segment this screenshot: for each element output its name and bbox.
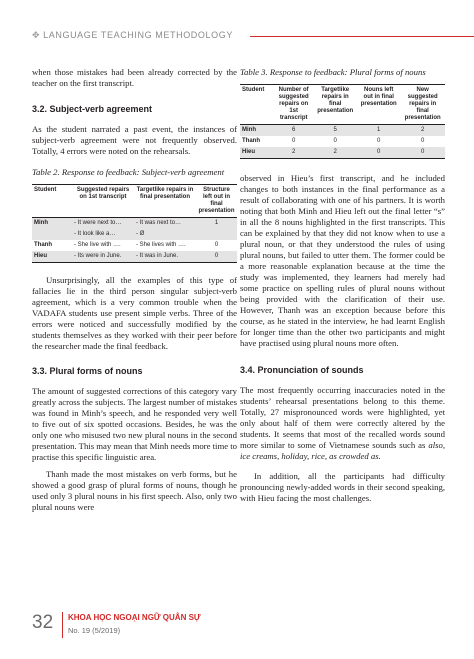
page-number: 32 <box>32 612 54 633</box>
table-cell: - She lives with …. <box>136 242 186 248</box>
table-cell: 0 <box>357 147 400 159</box>
table-3-header: Number of suggested repairs on 1st transcript <box>274 85 313 125</box>
table-3 <box>240 84 445 159</box>
table-2-header: Suggested repairs on 1st transcript <box>72 185 134 218</box>
table-cell: 0 <box>400 147 445 159</box>
right-paragraph-2 <box>240 385 445 462</box>
section-heading-3-4: 3.4. Pronunciation of sounds <box>240 365 364 375</box>
right-paragraph-2-examples: also, ice creams, holiday, rice, as crowded as. <box>240 440 445 461</box>
left-paragraph-3: Unsurprisingly, all the examples of this type of fallacies lie in the third person singular subject-verb agreement, which is a very common trouble when the VADAFA students use present simple verbs. Three of the errors were noticed and successfully modified by the students themselves as they worked with their peer before the researcher made the final feedback. <box>32 275 237 351</box>
diamond-star-icon: ✥ <box>32 30 41 40</box>
table-3-caption: Table 3. Response to feedback: Plural forms of nouns <box>240 67 426 77</box>
left-paragraph-1: when those mistakes had been already corrected by the teacher on the first transcript. <box>32 67 237 88</box>
section-heading-3-2: 3.2. Subject-verb agreement <box>32 104 153 114</box>
left-column <box>32 67 237 513</box>
left-paragraph-5: Thanh made the most mistakes on verb forms, but he showed a good grasp of plural forms of nouns, though he used only 3 plural nouns in his first speech. Also, only two plural nouns were <box>32 469 237 512</box>
table-cell: Thanh <box>34 242 52 248</box>
table-3-header: Nouns left out in final presentation <box>357 85 400 125</box>
journal-issue: No. 19 (5/2019) <box>68 626 121 635</box>
table-cell: 6 <box>274 125 313 137</box>
table-cell: - She live with …. <box>74 242 121 248</box>
table-row <box>32 229 237 240</box>
journal-name: KHOA HỌC NGOẠI NGỮ QUÂN SỰ <box>68 613 201 622</box>
table-cell: 0 <box>333 138 337 144</box>
table-cell <box>32 229 72 240</box>
table-cell: - It were next to… <box>72 218 134 230</box>
section-heading-3-3: 3.3. Plural forms of nouns <box>32 366 143 376</box>
table-row <box>240 136 445 147</box>
right-column <box>240 67 445 504</box>
left-paragraph-4: The amount of suggested corrections of this category vary greatly across the subjects. The largest number of mistakes was found in Minh’s speech, and he responded very well to five out of six spotted occasions. Besides, he was the only one who misused two new plural nouns in the second presentation. This may mean that Minh needs more time to practise this specific linguistic area. <box>32 386 237 462</box>
table-2 <box>32 184 237 263</box>
table-cell: - It was in June. <box>134 251 196 263</box>
table-cell: Minh <box>240 125 274 137</box>
table-3-header: Student <box>240 85 274 125</box>
table-cell: - Its were in June. <box>72 251 134 263</box>
table-2-caption: Table 2. Response to feedback: Subject-verb agreement <box>32 167 225 177</box>
right-paragraph-3: In addition, all the participants had difficulty pronouncing newly-added words in their second speaking, with Hieu facing the most challenges. <box>240 471 445 503</box>
table-cell: - It was next to… <box>134 218 196 230</box>
table-cell: 0 <box>421 138 425 144</box>
table-cell: 2 <box>400 125 445 137</box>
table-cell: Hieu <box>240 147 274 159</box>
table-cell: - It look like a… <box>72 229 134 240</box>
table-row <box>32 218 237 230</box>
right-paragraph-2-text: The most frequently occurring inaccuracies noted in the students’ rehearsal presentations belong to this theme. Totally, 27 mispronounced words were highlighted, yet only about half of them were correctly altered by the students. It seems that most of the recalled words sound more similar to some of Vietnamese sounds such as <box>240 385 445 450</box>
header-rule <box>250 36 474 37</box>
table-cell: 1 <box>357 125 400 137</box>
table-cell <box>196 229 237 240</box>
right-paragraph-1: observed in Hieu’s first transcript, and he included changes to both instances in the final performance as a result of collaborating with one of his partners. It is worth noting that both Minh and Hieu left out the final letter “s” in all the 8 nouns highlighted in the first transcripts. This can be explained by that they did not know when to use a plural noun, or that they understood the rules of using plural nouns, but failed to utter them. The former could be a more reasonable explanation because at the time the study was implemented, they learners had merely had some practice on spelling rules of plural nouns without being provided with the clarification of their use. However, Thanh was an exception because before this course, as he stated in the interview, he had learnt English for longer time than the other two participants and might have practised using plural nouns more often. <box>240 173 445 348</box>
running-header <box>32 30 233 41</box>
table-cell: - Ø <box>134 229 196 240</box>
table-row <box>240 125 445 137</box>
table-2-header: Structure left out in final presentation <box>196 185 237 218</box>
table-2-header: Student <box>32 185 72 218</box>
table-cell: 0 <box>377 138 381 144</box>
table-cell: Thanh <box>242 138 260 144</box>
table-cell: 2 <box>313 147 357 159</box>
table-cell: 0 <box>214 242 219 248</box>
table-cell: 0 <box>196 251 237 263</box>
table-cell: 2 <box>274 147 313 159</box>
left-paragraph-2: As the student narrated a past event, the instances of subject-verb agreement were not frequently observed. Totally, 4 errors were noted on the rehearsals. <box>32 124 237 156</box>
table-cell: 0 <box>291 138 296 144</box>
table-cell: 1 <box>196 218 237 230</box>
table-2-header: Targetlike repairs in final presentation <box>134 185 196 218</box>
table-cell: Hieu <box>32 251 72 263</box>
running-header-title: LANGUAGE TEACHING METHODOLOGY <box>43 30 233 40</box>
table-cell: 5 <box>313 125 357 137</box>
table-3-header: Targetlike repairs in final presentation <box>313 85 357 125</box>
table-cell: Minh <box>32 218 72 230</box>
table-row <box>32 251 237 263</box>
table-row <box>240 147 445 159</box>
table-row <box>32 240 237 251</box>
footer-divider <box>62 612 63 638</box>
table-3-header: New suggested repairs in final presentation <box>400 85 445 125</box>
